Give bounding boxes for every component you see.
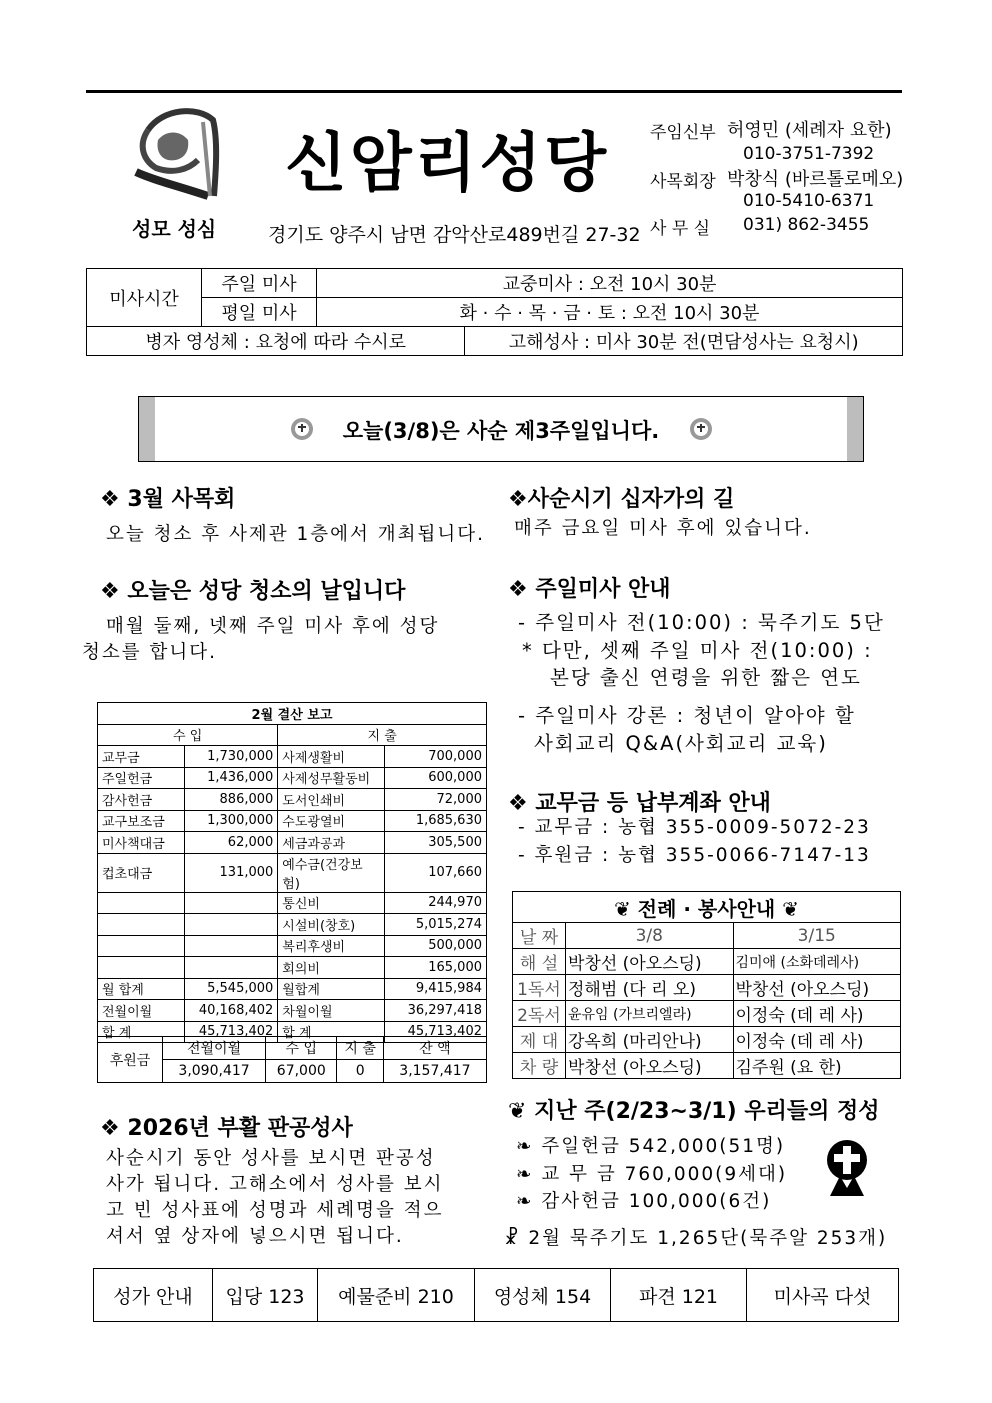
finance-amount [184, 892, 277, 914]
finance-item: 감사헌금 [98, 789, 185, 811]
council-name: 박창식 (바르톨로메오) [727, 169, 904, 190]
service-person: 김미애 (소화데레사) [733, 949, 901, 975]
finance-item: 복리후생비 [278, 935, 385, 957]
section-confession-title: ❖ 2026년 부활 판공성사 [100, 1116, 353, 1141]
service-row [513, 949, 901, 975]
service-row [513, 1001, 901, 1027]
expense-header: 지 출 [278, 724, 487, 746]
finance-amount: 45,713,402 [184, 1021, 277, 1043]
office-phone: 031) 862-3455 [743, 215, 870, 235]
finance-amount: 72,000 [384, 789, 486, 811]
finance-amount: 107,660 [384, 853, 486, 892]
finance-row [98, 853, 487, 892]
section-confession-body-2: 사가 됩니다. 고해소에서 성사를 보시 [106, 1174, 444, 1195]
finance-amount: 1,685,630 [384, 810, 486, 832]
sick-communion: 병자 영성체 : 요청에 따라 수시로 [87, 327, 465, 356]
donation-value: 3,157,417 [383, 1060, 486, 1083]
account-line-2: - 후원금 : 농협 355-0066-7147-13 [518, 845, 871, 866]
service-date-label: 날 짜 [513, 923, 566, 949]
finance-amount: 500,000 [384, 935, 486, 957]
sunday-mass-line-4: - 주일미사 강론 : 청년이 알아야 할 [518, 704, 856, 727]
finance-amount: 165,000 [384, 957, 486, 979]
section-offering-title: ❦ 지난 주(2/23~3/1) 우리들의 정성 [508, 1099, 880, 1124]
finance-row [98, 935, 487, 957]
finance-amount: 1,730,000 [184, 746, 277, 768]
finance-item [98, 914, 185, 936]
finance-item: 합 계 [278, 1021, 385, 1043]
finance-amount: 600,000 [384, 767, 486, 789]
donation-value: 0 [337, 1060, 383, 1083]
weekday-mass-label: 평일 미사 [202, 298, 317, 327]
hymn-guide-label: 성가 안내 [94, 1269, 213, 1322]
finance-amount: 1,300,000 [184, 810, 277, 832]
donation-value: 67,000 [266, 1060, 337, 1083]
finance-amount: 40,168,402 [184, 1000, 277, 1022]
finance-item [98, 957, 185, 979]
donation-header: 수 입 [266, 1037, 337, 1060]
section-confession-body-4: 셔서 옆 상자에 넣으시면 됩니다. [106, 1226, 404, 1247]
service-person: 박창선 (아오스딩) [733, 975, 901, 1001]
finance-amount: 886,000 [184, 789, 277, 811]
service-title: ❦ 전례 · 봉사안내 ❦ [513, 892, 901, 923]
finance-amount: 700,000 [384, 746, 486, 768]
service-date: 3/15 [733, 923, 901, 949]
finance-item: 시설비(창호) [278, 914, 385, 936]
finance-item: 예수금(건강보험) [278, 853, 385, 892]
mass-times-table [86, 268, 903, 356]
income-header: 수 입 [98, 724, 278, 746]
finance-amount [184, 914, 277, 936]
donation-label: 후원금 [98, 1037, 163, 1083]
finance-item: 차월이월 [278, 1000, 385, 1022]
rosary-line: ☧ 2월 묵주기도 1,265단(묵주알 253개) [504, 1228, 888, 1249]
service-role: 차 량 [513, 1053, 566, 1079]
service-person: 이정숙 (데 레 사) [733, 1001, 901, 1027]
donation-header: 잔 액 [383, 1037, 486, 1060]
donation-header: 지 출 [337, 1037, 383, 1060]
finance-item: 컵초대금 [98, 853, 185, 892]
donation-header: 전월이월 [163, 1037, 266, 1060]
finance-item: 수도광열비 [278, 810, 385, 832]
service-person: 박창선 (아오스딩) [566, 1053, 734, 1079]
hymn-entrance: 입당 123 [213, 1269, 318, 1322]
finance-item: 교무금 [98, 746, 185, 768]
sunday-banner [138, 396, 864, 462]
section-cleaning-body-2: 청소를 합니다. [82, 642, 217, 663]
hymn-offertory: 예물준비 210 [318, 1269, 475, 1322]
service-row [513, 1053, 901, 1079]
finance-amount: 5,015,274 [384, 914, 486, 936]
council-phone: 010-5410-6371 [743, 191, 875, 211]
finance-item: 교구보조금 [98, 810, 185, 832]
sunday-mass-line-5: 사회교리 Q&A(사회교리 교육) [534, 732, 828, 755]
pastor-phone: 010-3751-7392 [743, 144, 875, 164]
pastor-label: 주임신부 [650, 123, 716, 143]
section-account-title: ❖ 교무금 등 납부계좌 안내 [508, 791, 771, 816]
finance-item: 전월이월 [98, 1000, 185, 1022]
service-person: 강옥희 (마리안나) [566, 1027, 734, 1053]
finance-amount: 5,545,000 [184, 978, 277, 1000]
finance-item [98, 935, 185, 957]
service-person: 정해범 (다 리 오) [566, 975, 734, 1001]
sunday-mass-line-3: 본당 출신 연령을 위한 짧은 연도 [550, 666, 862, 689]
finance-row [98, 914, 487, 936]
section-cleaning-body-1: 매월 둘째, 넷째 주일 미사 후에 성당 [106, 616, 440, 637]
offering-line-3: ❧ 감사헌금 100,000(6건) [516, 1191, 772, 1212]
mass-label: 미사시간 [87, 269, 202, 327]
finance-item: 사제생활비 [278, 746, 385, 768]
finance-item: 월 합계 [98, 978, 185, 1000]
finance-item: 사제성무활동비 [278, 767, 385, 789]
parish-title: 신암리성당 [285, 127, 610, 201]
offering-line-2: ❧ 교 무 금 760,000(9세대) [516, 1164, 788, 1185]
finance-row [98, 746, 487, 768]
finance-amount [184, 935, 277, 957]
council-label: 사목회장 [650, 172, 716, 192]
weekday-mass-value: 화 · 수 · 목 · 금 · 토 : 오전 10시 30분 [317, 298, 903, 327]
finance-amount: 62,000 [184, 832, 277, 854]
donation-table [97, 1036, 487, 1083]
confession-info: 고해성사 : 미사 30분 전(면담성사는 요청시) [465, 327, 903, 356]
finance-amount: 1,436,000 [184, 767, 277, 789]
hymn-guide-table [93, 1268, 899, 1322]
section-confession-body-3: 고 빈 성사표에 성명과 세례명을 적으 [106, 1200, 444, 1221]
finance-item: 세금과공과 [278, 832, 385, 854]
service-role: 2독서 [513, 1001, 566, 1027]
sacred-heart-logo [118, 100, 228, 204]
pastor-name: 허영민 (세례자 요한) [727, 120, 892, 141]
section-council-title: ❖ 3월 사목회 [100, 487, 236, 512]
finance-row [98, 892, 487, 914]
office-label: 사 무 실 [650, 219, 711, 239]
sunday-mass-line-1: - 주일미사 전(10:00) : 묵주기도 5단 [518, 611, 885, 634]
finance-amount [184, 957, 277, 979]
donation-value: 3,090,417 [163, 1060, 266, 1083]
hymn-communion: 영성체 154 [475, 1269, 611, 1322]
finance-title: 2월 결산 보고 [98, 703, 487, 725]
sunday-mass-label: 주일 미사 [202, 269, 317, 298]
parish-address: 경기도 양주시 남면 감악산로489번길 27-32 [268, 224, 641, 246]
section-stations-title: ❖사순시기 십자가의 길 [508, 487, 735, 512]
finance-row [98, 767, 487, 789]
account-line-1: - 교무금 : 농협 355-0009-5072-23 [518, 817, 871, 838]
finance-row [98, 957, 487, 979]
service-role: 제 대 [513, 1027, 566, 1053]
section-cleaning-title: ❖ 오늘은 성당 청소의 날입니다 [100, 579, 406, 604]
sunday-mass-value: 교중미사 : 오전 10시 30분 [317, 269, 903, 298]
banner-text: 오늘(3/8)은 사순 제3주일입니다. [342, 419, 660, 443]
flower-icon [688, 416, 714, 442]
service-person: 이정숙 (데 레 사) [733, 1027, 901, 1053]
finance-item [98, 892, 185, 914]
liturgy-service-table [512, 891, 901, 1079]
hymn-dismissal: 파견 121 [611, 1269, 747, 1322]
finance-row [98, 810, 487, 832]
finance-report-table [97, 702, 487, 1043]
finance-row [98, 832, 487, 854]
service-row [513, 1027, 901, 1053]
sunday-mass-line-2: * 다만, 셋째 주일 미사 전(10:00) : [522, 639, 873, 662]
praying-cross-icon [820, 1138, 874, 1200]
service-person: 김주원 (요 한) [733, 1053, 901, 1079]
service-person: 윤유임 (가브리엘라) [566, 1001, 734, 1027]
finance-amount: 305,500 [384, 832, 486, 854]
top-rule [86, 90, 902, 93]
finance-item: 통신비 [278, 892, 385, 914]
mass-setting: 미사곡 다섯 [747, 1269, 899, 1322]
finance-amount: 244,970 [384, 892, 486, 914]
motto: 성모 성심 [132, 217, 217, 241]
finance-item: 회의비 [278, 957, 385, 979]
section-council-body: 오늘 청소 후 사제관 1층에서 개최됩니다. [106, 524, 485, 545]
section-confession-body-1: 사순시기 동안 성사를 보시면 판공성 [106, 1148, 436, 1169]
service-person: 박창선 (아오스딩) [566, 949, 734, 975]
section-sunday-mass-title: ❖ 주일미사 안내 [508, 577, 671, 602]
section-stations-body: 매주 금요일 미사 후에 있습니다. [514, 518, 812, 539]
finance-item: 주일헌금 [98, 767, 185, 789]
offering-line-1: ❧ 주일헌금 542,000(51명) [516, 1136, 786, 1157]
finance-row [98, 978, 487, 1000]
finance-item: 도서인쇄비 [278, 789, 385, 811]
finance-amount: 36,297,418 [384, 1000, 486, 1022]
finance-row [98, 789, 487, 811]
finance-amount: 131,000 [184, 853, 277, 892]
finance-amount: 9,415,984 [384, 978, 486, 1000]
finance-item: 미사책대금 [98, 832, 185, 854]
finance-item: 월합계 [278, 978, 385, 1000]
finance-item: 합 계 [98, 1021, 185, 1043]
service-role: 해 설 [513, 949, 566, 975]
service-row [513, 975, 901, 1001]
service-role: 1독서 [513, 975, 566, 1001]
finance-row [98, 1000, 487, 1022]
service-date: 3/8 [566, 923, 734, 949]
finance-amount: 45,713,402 [384, 1021, 486, 1043]
